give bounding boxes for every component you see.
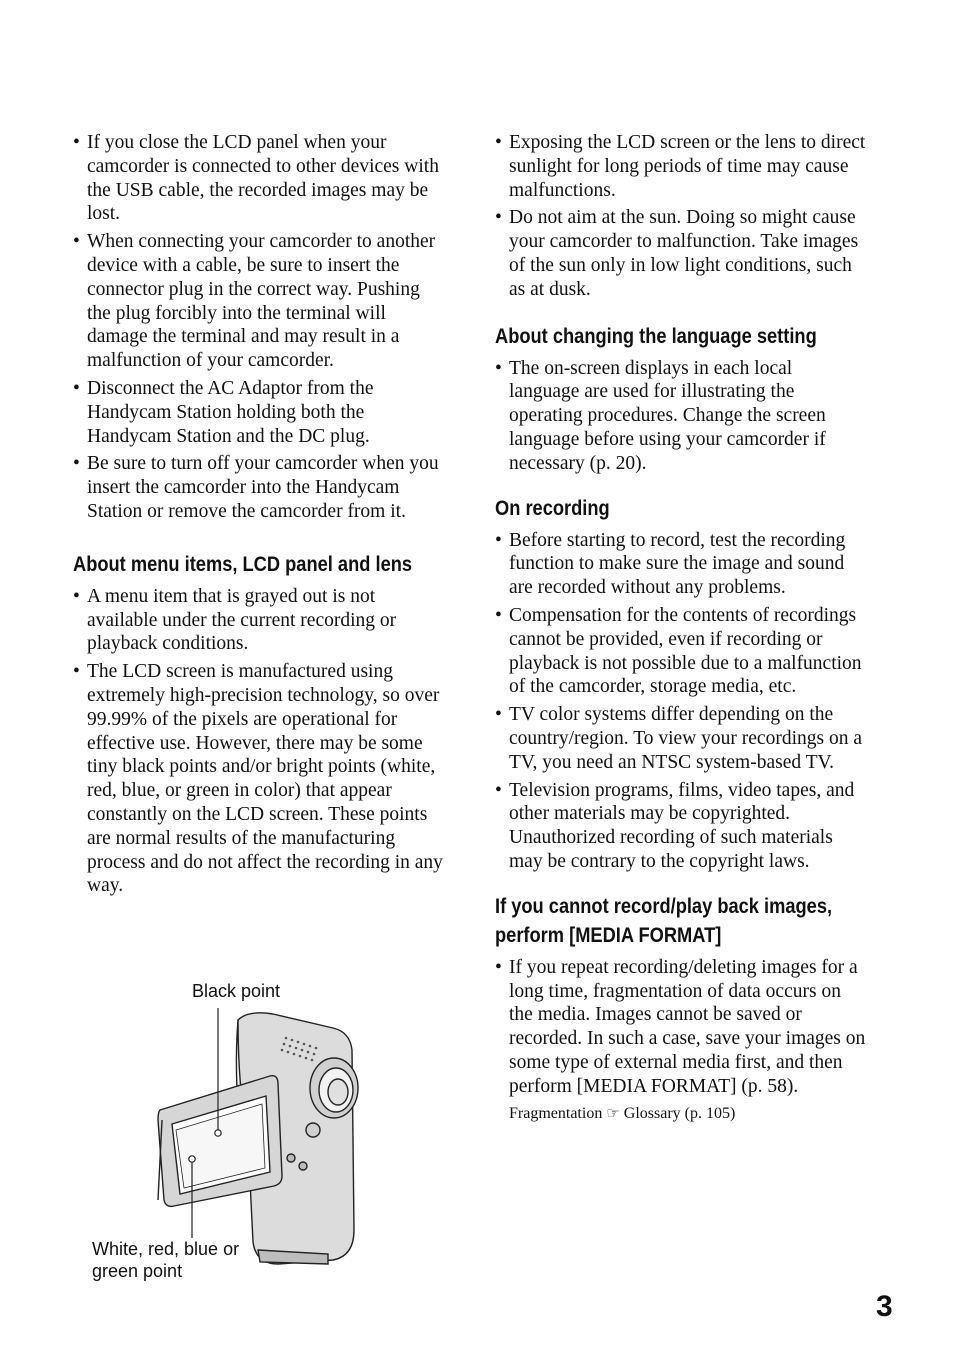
black-point-label: Black point: [192, 981, 281, 1001]
heading-media-format: If you cannot record/play back images, perform [MEDIA FORMAT]: [495, 894, 833, 947]
color-point-label: White, red, blue or green point: [92, 1239, 240, 1281]
list-item: • Exposing the LCD screen or the lens to direct sunlight for long periods of time may cause malfunctions.: [495, 131, 867, 202]
bullet-list-left-top: [73, 131, 445, 524]
heading-on-recording: On recording: [495, 496, 610, 520]
list-item: • Do not aim at the sun. Doing so might cause your camcorder to malfunction. Take images of the sun only in low light conditions, such as at dusk.: [495, 206, 867, 301]
list-item: • Before starting to record, test the recording function to make sure the image and sound are recorded without any problems.: [495, 529, 867, 600]
black-point-marker: [215, 1130, 221, 1136]
bullet-list-menu: [73, 585, 445, 898]
lens: [310, 1058, 358, 1118]
list-item: • The LCD screen is manufactured using extremely high-precision technology, so over 99.99% of the pixels are operational for effective use. However, there may be some tiny black points and/or bright points (white, red, blue, or green in color) that appear constantly on the LCD screen. These points are normal results of the manufacturing process and do not affect the recording in any way.: [73, 660, 445, 898]
list-item: • The on-screen displays in each local language are used for illustrating the operating procedures. Change the screen language before using your camcorder if necessary (p. 20).: [495, 357, 867, 476]
bullet-list-language: [495, 357, 867, 476]
color-point-marker: [189, 1156, 195, 1162]
list-item: • If you repeat recording/deleting images for a long time, fragmentation of data occurs on the media. Images cannot be saved or recorded. In such a case, save your images on some type of external media first, and then perform [MEDIA FORMAT] (p. 58).: [495, 956, 867, 1099]
list-item: • Disconnect the AC Adaptor from the Handycam Station holding both the Handycam Station and the DC plug.: [73, 377, 445, 448]
list-item: • Be sure to turn off your camcorder when you insert the camcorder into the Handycam Station or remove the camcorder from it.: [73, 452, 445, 523]
right-column: [495, 131, 867, 1124]
camcorder-figure: [88, 980, 388, 1290]
glossary-note: [509, 1103, 867, 1124]
list-item: • If you close the LCD panel when your camcorder is connected to other devices with the USB cable, the recorded images may be lost.: [73, 131, 445, 226]
list-item: • Compensation for the contents of recordings cannot be provided, even if recording or playback is not possible due to a malfunction of the camcorder, storage media, etc.: [495, 604, 867, 699]
list-item: • When connecting your camcorder to another device with a cable, be sure to insert the connector plug in the correct way. Pushing the plug forcibly into the terminal will damage the terminal and may result in a malfunction of your camcorder.: [73, 230, 445, 373]
list-item: • A menu item that is grayed out is not available under the current recording or playback conditions.: [73, 585, 445, 656]
bullet-list-recording: [495, 529, 867, 874]
list-item: • Television programs, films, video tapes, and other materials may be copyrighted. Unauthorized recording of such materials may be contrary to the copyright laws.: [495, 779, 867, 874]
bullet-list-format: [495, 956, 867, 1099]
left-column: [73, 131, 445, 902]
bullet-list-right-top: [495, 131, 867, 302]
note-glossary-ref: Glossary (p. 105): [623, 1104, 736, 1122]
note-term: Fragmentation: [509, 1104, 603, 1122]
list-item: • TV color systems differ depending on the country/region. To view your recordings on a TV, you need an NTSC system-based TV.: [495, 703, 867, 774]
heading-language-setting: About changing the language setting: [495, 324, 817, 348]
page-number: 3: [876, 1290, 893, 1323]
lcd-panel: [158, 1076, 282, 1207]
heading-menu-lcd-lens: About menu items, LCD panel and lens: [73, 552, 413, 576]
reference-hand-icon: ☞: [606, 1103, 620, 1122]
